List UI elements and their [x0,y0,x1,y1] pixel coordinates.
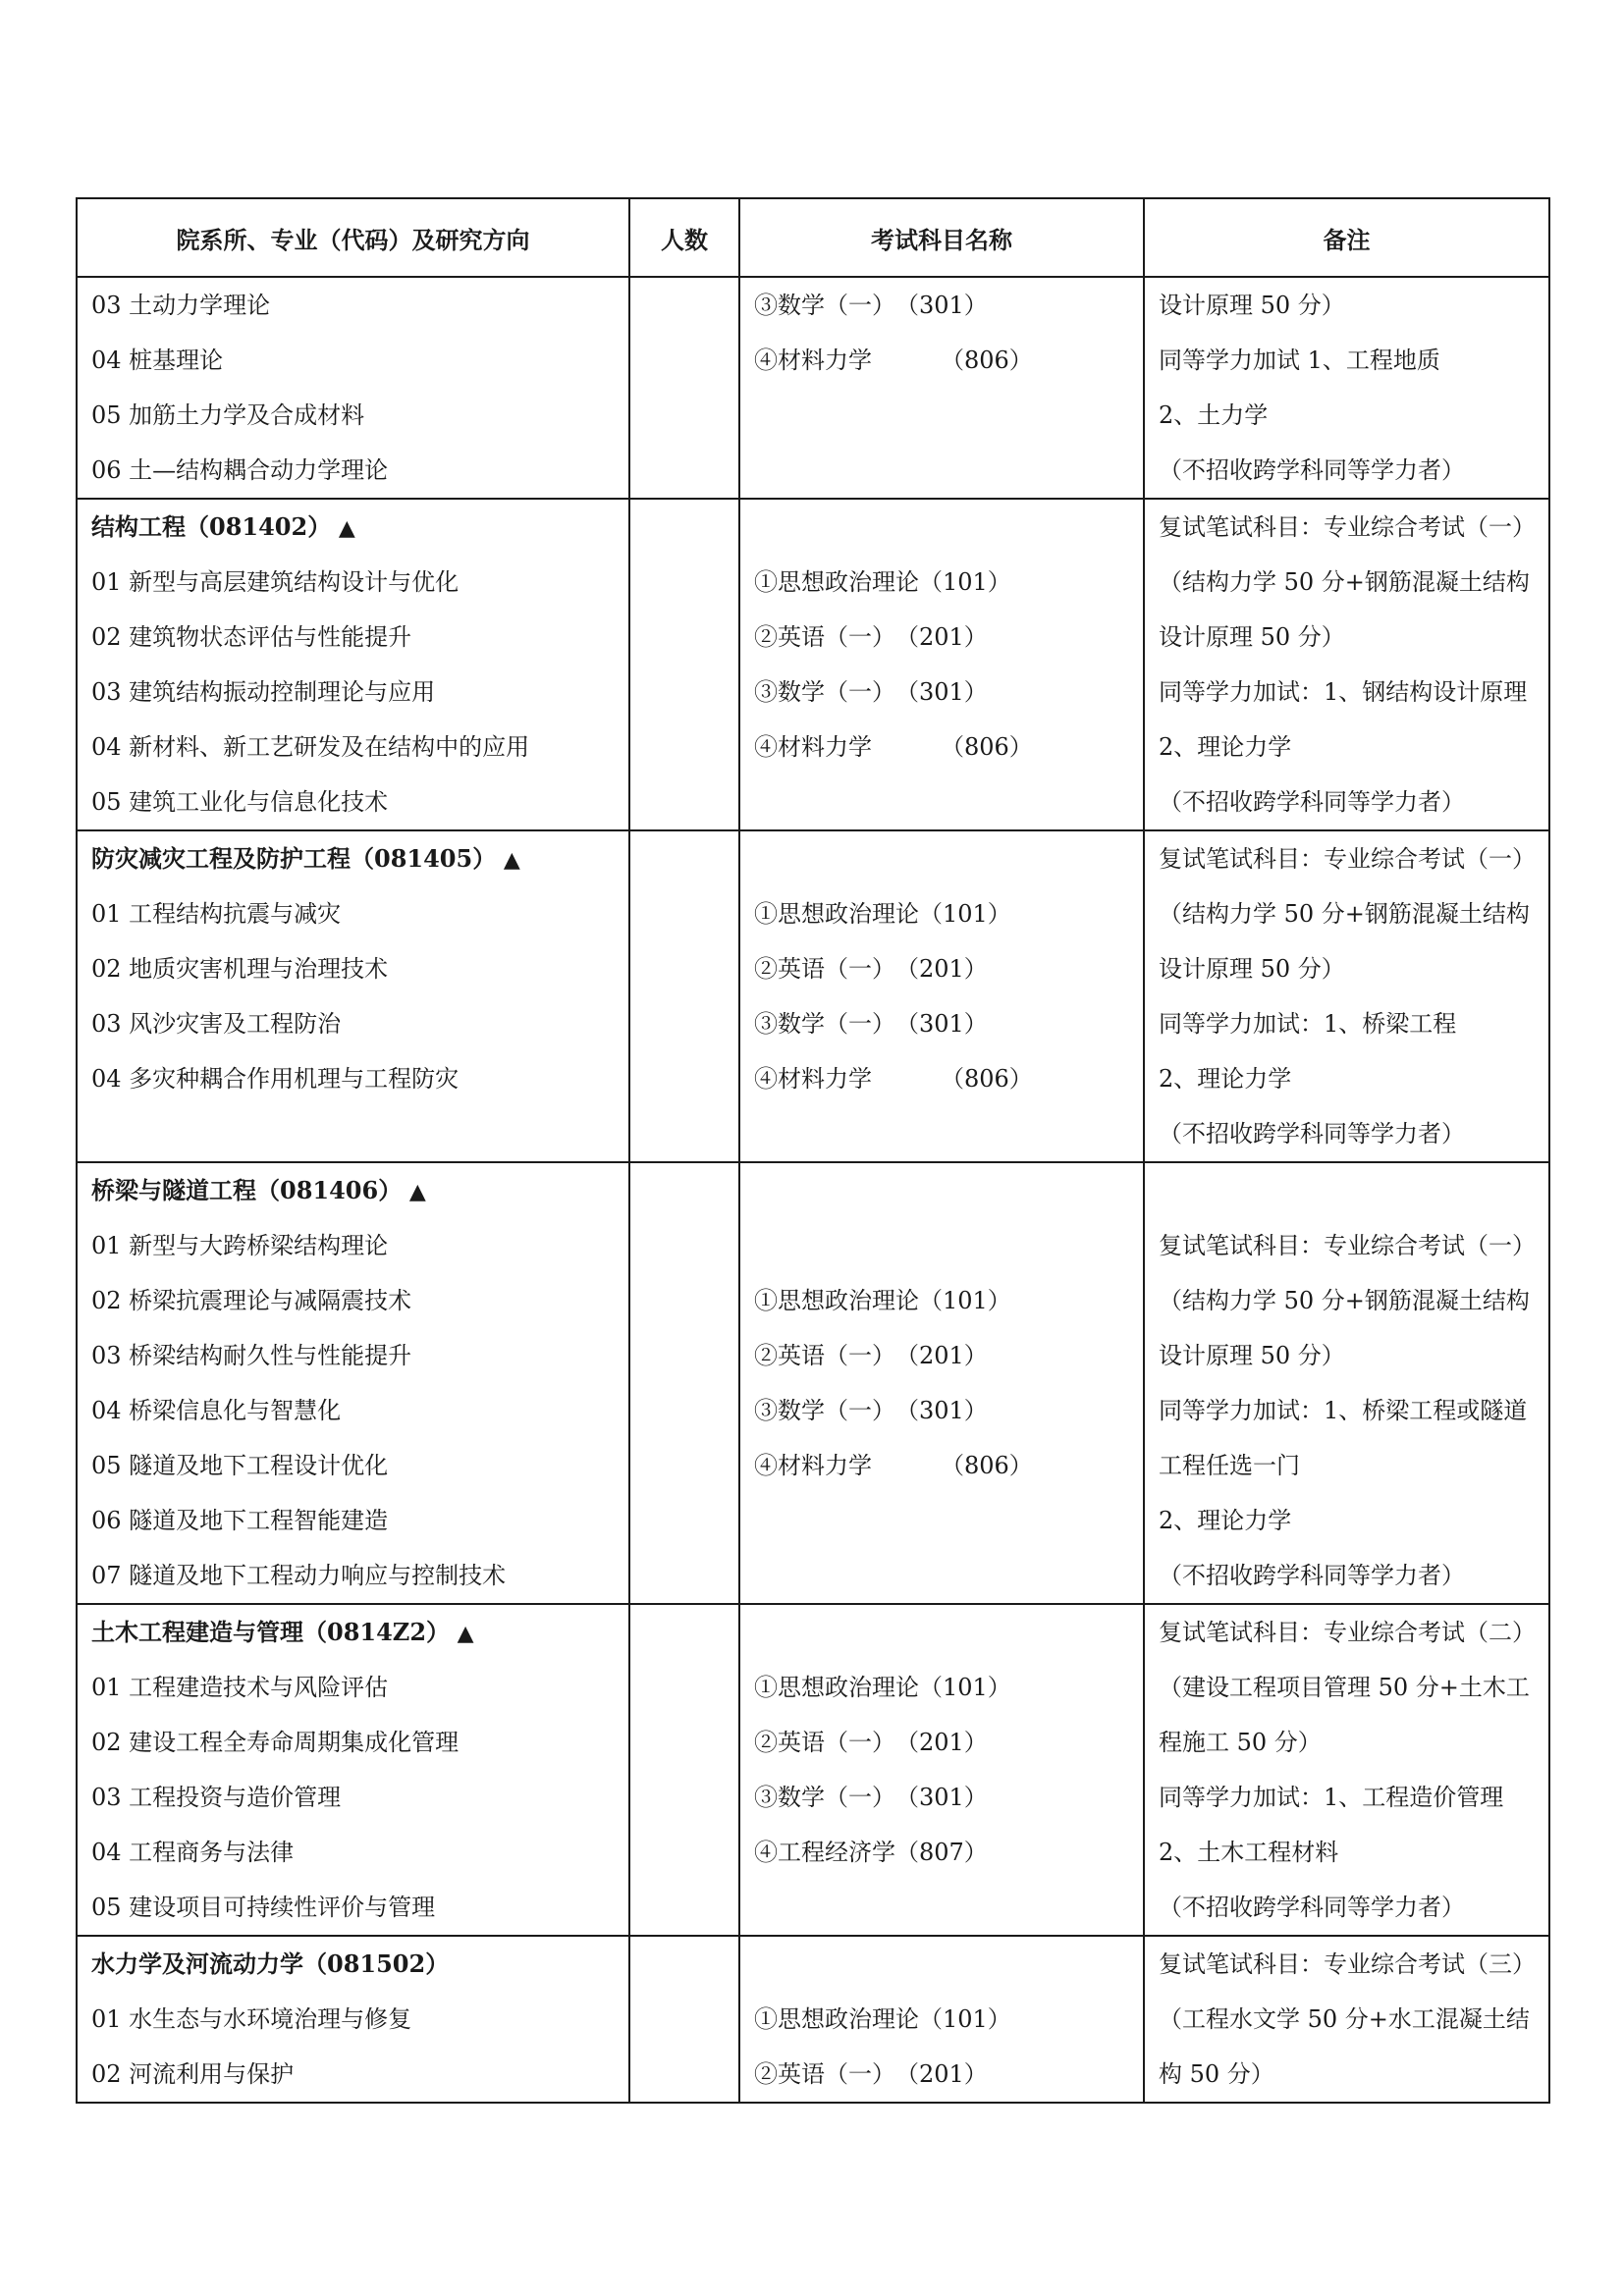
header-exam-subjects: 考试科目名称 [739,198,1144,277]
blank-line [740,1218,1143,1273]
notes-cell [1144,1162,1549,1604]
research-direction: 03 桥梁结构耐久性与性能提升 [91,1342,412,1369]
exam-cell [739,277,1144,499]
exam-subject [740,1328,1143,1383]
note-line: （不招收跨学科同等学力者） [1159,1120,1465,1148]
department-cell [77,277,629,499]
research-direction: 04 工程商务与法律 [91,1839,295,1866]
research-direction: 03 工程投资与造价管理 [91,1784,342,1811]
major-title [78,1605,628,1660]
exam-subject-name: ①思想政治理论 [754,900,919,928]
exam-subject-name: ④材料力学 [754,1452,872,1479]
research-direction: 02 建设工程全寿命周期集成化管理 [91,1729,460,1756]
note-line: （结构力学 50 分+钢筋混凝土结构 [1159,900,1530,928]
blank-line [740,388,1143,443]
note-line: 设计原理 50 分） [1159,955,1345,983]
blank-line [740,443,1143,498]
research-direction: 04 桥梁信息化与智慧化 [91,1397,342,1424]
major-title [78,831,628,886]
research-direction: 01 新型与高层建筑结构设计与优化 [91,568,460,596]
notes-cell [1144,1604,1549,1936]
exam-subject-code: （201） [895,1729,988,1756]
exam-subject-code: （806） [941,1065,1033,1093]
note-line: （工程水文学 50 分+水工混凝土结 [1159,2005,1530,2033]
note-line: （结构力学 50 分+钢筋混凝土结构 [1159,1287,1530,1314]
table-row [77,277,1549,499]
note-line: （不招收跨学科同等学力者） [1159,1562,1465,1589]
table-header-row [77,198,1549,277]
note-line: 2、理论力学 [1159,733,1292,761]
exam-subject [740,333,1143,388]
exam-subject-code: （301） [895,292,988,319]
notes-cell [1144,499,1549,830]
department-cell [77,1162,629,1604]
research-direction: 01 水生态与水环境治理与修复 [91,2005,412,2033]
research-direction: 04 多灾种耦合作用机理与工程防灾 [91,1065,460,1093]
note-line: （不招收跨学科同等学力者） [1159,788,1465,816]
exam-subject [740,1770,1143,1825]
blank-line [1145,1163,1548,1218]
blank-line [740,1880,1143,1935]
exam-subject-name: ③数学（一） [754,292,895,319]
exam-subject [740,610,1143,665]
research-direction: 05 建筑工业化与信息化技术 [91,788,389,816]
research-direction: 01 新型与大跨桥梁结构理论 [91,1232,389,1259]
triangle-marker-icon: ▲ [450,1622,474,1646]
triangle-marker-icon: ▲ [331,516,355,541]
triangle-marker-icon: ▲ [402,1180,426,1204]
research-direction: 02 建筑物状态评估与性能提升 [91,623,412,651]
blank-line [740,1163,1143,1218]
note-line: 同等学力加试：1、钢结构设计原理 [1159,678,1528,706]
exam-cell [739,1162,1144,1604]
exam-subject [740,1051,1143,1106]
major-title [78,1937,628,1992]
table-row [77,499,1549,830]
exam-subject-code: （101） [919,568,1011,596]
exam-subject-name: ②英语（一） [754,2060,895,2088]
note-line: 设计原理 50 分） [1159,292,1345,319]
blank-line [78,1106,628,1161]
header-department: 院系所、专业（代码）及研究方向 [77,198,629,277]
exam-subject-code: （301） [895,1784,988,1811]
research-direction: 02 河流利用与保护 [91,2060,295,2088]
exam-subject-name: ④工程经济学 [754,1839,895,1866]
blank-line [740,1548,1143,1603]
research-direction: 06 土—结构耦合动力学理论 [91,456,389,484]
quota-cell [629,1604,739,1936]
exam-subject [740,720,1143,774]
exam-subject-code: （301） [895,678,988,706]
exam-subject-name: ①思想政治理论 [754,2005,919,2033]
note-line: （结构力学 50 分+钢筋混凝土结构 [1159,568,1530,596]
exam-cell [739,1604,1144,1936]
note-line: （不招收跨学科同等学力者） [1159,1894,1465,1921]
exam-subject-code: （201） [895,623,988,651]
exam-subject [740,1383,1143,1438]
exam-subject-code: （201） [895,1342,988,1369]
research-direction: 05 隧道及地下工程设计优化 [91,1452,389,1479]
research-direction: 01 工程结构抗震与减灾 [91,900,342,928]
note-line: 同等学力加试：1、桥梁工程或隧道 [1159,1397,1528,1424]
exam-subject [740,1715,1143,1770]
blank-line [740,1106,1143,1161]
exam-subject-name: ③数学（一） [754,678,895,706]
research-direction: 02 桥梁抗震理论与减隔震技术 [91,1287,412,1314]
blank-line [740,774,1143,829]
exam-subject-code: （201） [895,955,988,983]
note-line: 复试笔试科目：专业综合考试（一） [1159,513,1536,541]
exam-subject-code: （806） [941,347,1033,374]
exam-subject [740,1992,1143,2047]
table-row [77,1604,1549,1936]
department-cell [77,830,629,1162]
header-quota: 人数 [629,198,739,277]
table-row [77,830,1549,1162]
quota-cell [629,1936,739,2103]
quota-cell [629,830,739,1162]
quota-cell [629,499,739,830]
note-line: 设计原理 50 分） [1159,1342,1345,1369]
research-direction: 02 地质灾害机理与治理技术 [91,955,389,983]
exam-subject-code: （101） [919,1287,1011,1314]
major-title-text: 桥梁与隧道工程（081406） [91,1176,403,1204]
header-notes: 备注 [1144,198,1549,277]
blank-line [740,1605,1143,1660]
exam-subject [740,2047,1143,2102]
exam-subject-name: ②英语（一） [754,623,895,651]
exam-subject-code: （806） [941,1452,1033,1479]
table-row [77,1936,1549,2103]
triangle-marker-icon: ▲ [496,848,520,873]
exam-subject-code: （807） [895,1839,988,1866]
exam-subject [740,278,1143,333]
exam-subject [740,555,1143,610]
major-title [78,500,628,555]
blank-line [740,831,1143,886]
exam-subject-code: （201） [895,2060,988,2088]
notes-cell [1144,1936,1549,2103]
department-cell [77,1936,629,2103]
exam-subject-name: ①思想政治理论 [754,568,919,596]
admissions-table [76,197,1550,2104]
exam-subject-code: （101） [919,900,1011,928]
major-title-text: 结构工程（081402） [91,512,332,541]
exam-subject-code: （806） [941,733,1033,761]
exam-subject [740,1825,1143,1880]
research-direction: 03 风沙灾害及工程防治 [91,1010,342,1038]
note-line: （建设工程项目管理 50 分+土木工 [1159,1674,1530,1701]
exam-subject [740,1273,1143,1328]
major-title-text: 土木工程建造与管理（0814Z2） [91,1618,451,1646]
exam-subject-code: （301） [895,1397,988,1424]
research-direction: 07 隧道及地下工程动力响应与控制技术 [91,1562,507,1589]
department-cell [77,1604,629,1936]
note-line: 设计原理 50 分） [1159,623,1345,651]
exam-subject [740,665,1143,720]
exam-subject-name: ①思想政治理论 [754,1674,919,1701]
department-cell [77,499,629,830]
blank-line [740,1937,1143,1992]
exam-subject-name: ④材料力学 [754,733,872,761]
quota-cell [629,1162,739,1604]
exam-cell [739,1936,1144,2103]
notes-cell [1144,830,1549,1162]
exam-subject [740,941,1143,996]
note-line: 构 50 分） [1159,2060,1274,2088]
exam-subject [740,1660,1143,1715]
research-direction: 04 新材料、新工艺研发及在结构中的应用 [91,733,530,761]
exam-cell [739,499,1144,830]
research-direction: 03 建筑结构振动控制理论与应用 [91,678,436,706]
blank-line [740,500,1143,555]
notes-cell [1144,277,1549,499]
major-title-text: 防灾减灾工程及防护工程（081405） [91,844,497,873]
exam-subject-name: ③数学（一） [754,1397,895,1424]
exam-subject-name: ②英语（一） [754,1342,895,1369]
exam-subject-name: ①思想政治理论 [754,1287,919,1314]
exam-subject [740,1438,1143,1493]
exam-subject-name: ④材料力学 [754,347,872,374]
exam-subject-name: ③数学（一） [754,1010,895,1038]
exam-cell [739,830,1144,1162]
note-line: 同等学力加试：1、工程造价管理 [1159,1784,1504,1811]
exam-subject-name: ②英语（一） [754,1729,895,1756]
research-direction: 05 建设项目可持续性评价与管理 [91,1894,436,1921]
note-line: 同等学力加试：1、桥梁工程 [1159,1010,1457,1038]
quota-cell [629,277,739,499]
research-direction: 01 工程建造技术与风险评估 [91,1674,389,1701]
exam-subject-code: （101） [919,1674,1011,1701]
note-line: 复试笔试科目：专业综合考试（二） [1159,1619,1536,1646]
exam-subject-code: （101） [919,2005,1011,2033]
note-line: 2、土木工程材料 [1159,1839,1339,1866]
exam-subject-name: ③数学（一） [754,1784,895,1811]
note-line: 2、理论力学 [1159,1507,1292,1534]
exam-subject-code: （301） [895,1010,988,1038]
note-line: 工程任选一门 [1159,1452,1300,1479]
research-direction: 04 桩基理论 [91,347,224,374]
research-direction: 05 加筋土力学及合成材料 [91,401,365,429]
research-direction: 03 土动力学理论 [91,292,271,319]
note-line: 复试笔试科目：专业综合考试（一） [1159,845,1536,873]
note-line: 复试笔试科目：专业综合考试（一） [1159,1232,1536,1259]
exam-subject [740,996,1143,1051]
note-line: （不招收跨学科同等学力者） [1159,456,1465,484]
exam-subject-name: ②英语（一） [754,955,895,983]
note-line: 2、土力学 [1159,401,1269,429]
note-line: 2、理论力学 [1159,1065,1292,1093]
blank-line [740,1493,1143,1548]
major-title-text: 水力学及河流动力学（081502） [91,1949,450,1978]
research-direction: 06 隧道及地下工程智能建造 [91,1507,389,1534]
exam-subject-name: ④材料力学 [754,1065,872,1093]
table-row [77,1162,1549,1604]
major-title [78,1163,628,1218]
note-line: 复试笔试科目：专业综合考试（三） [1159,1950,1536,1978]
exam-subject [740,886,1143,941]
note-line: 同等学力加试 1、工程地质 [1159,347,1440,374]
table-body [77,277,1549,2103]
note-line: 程施工 50 分） [1159,1729,1322,1756]
